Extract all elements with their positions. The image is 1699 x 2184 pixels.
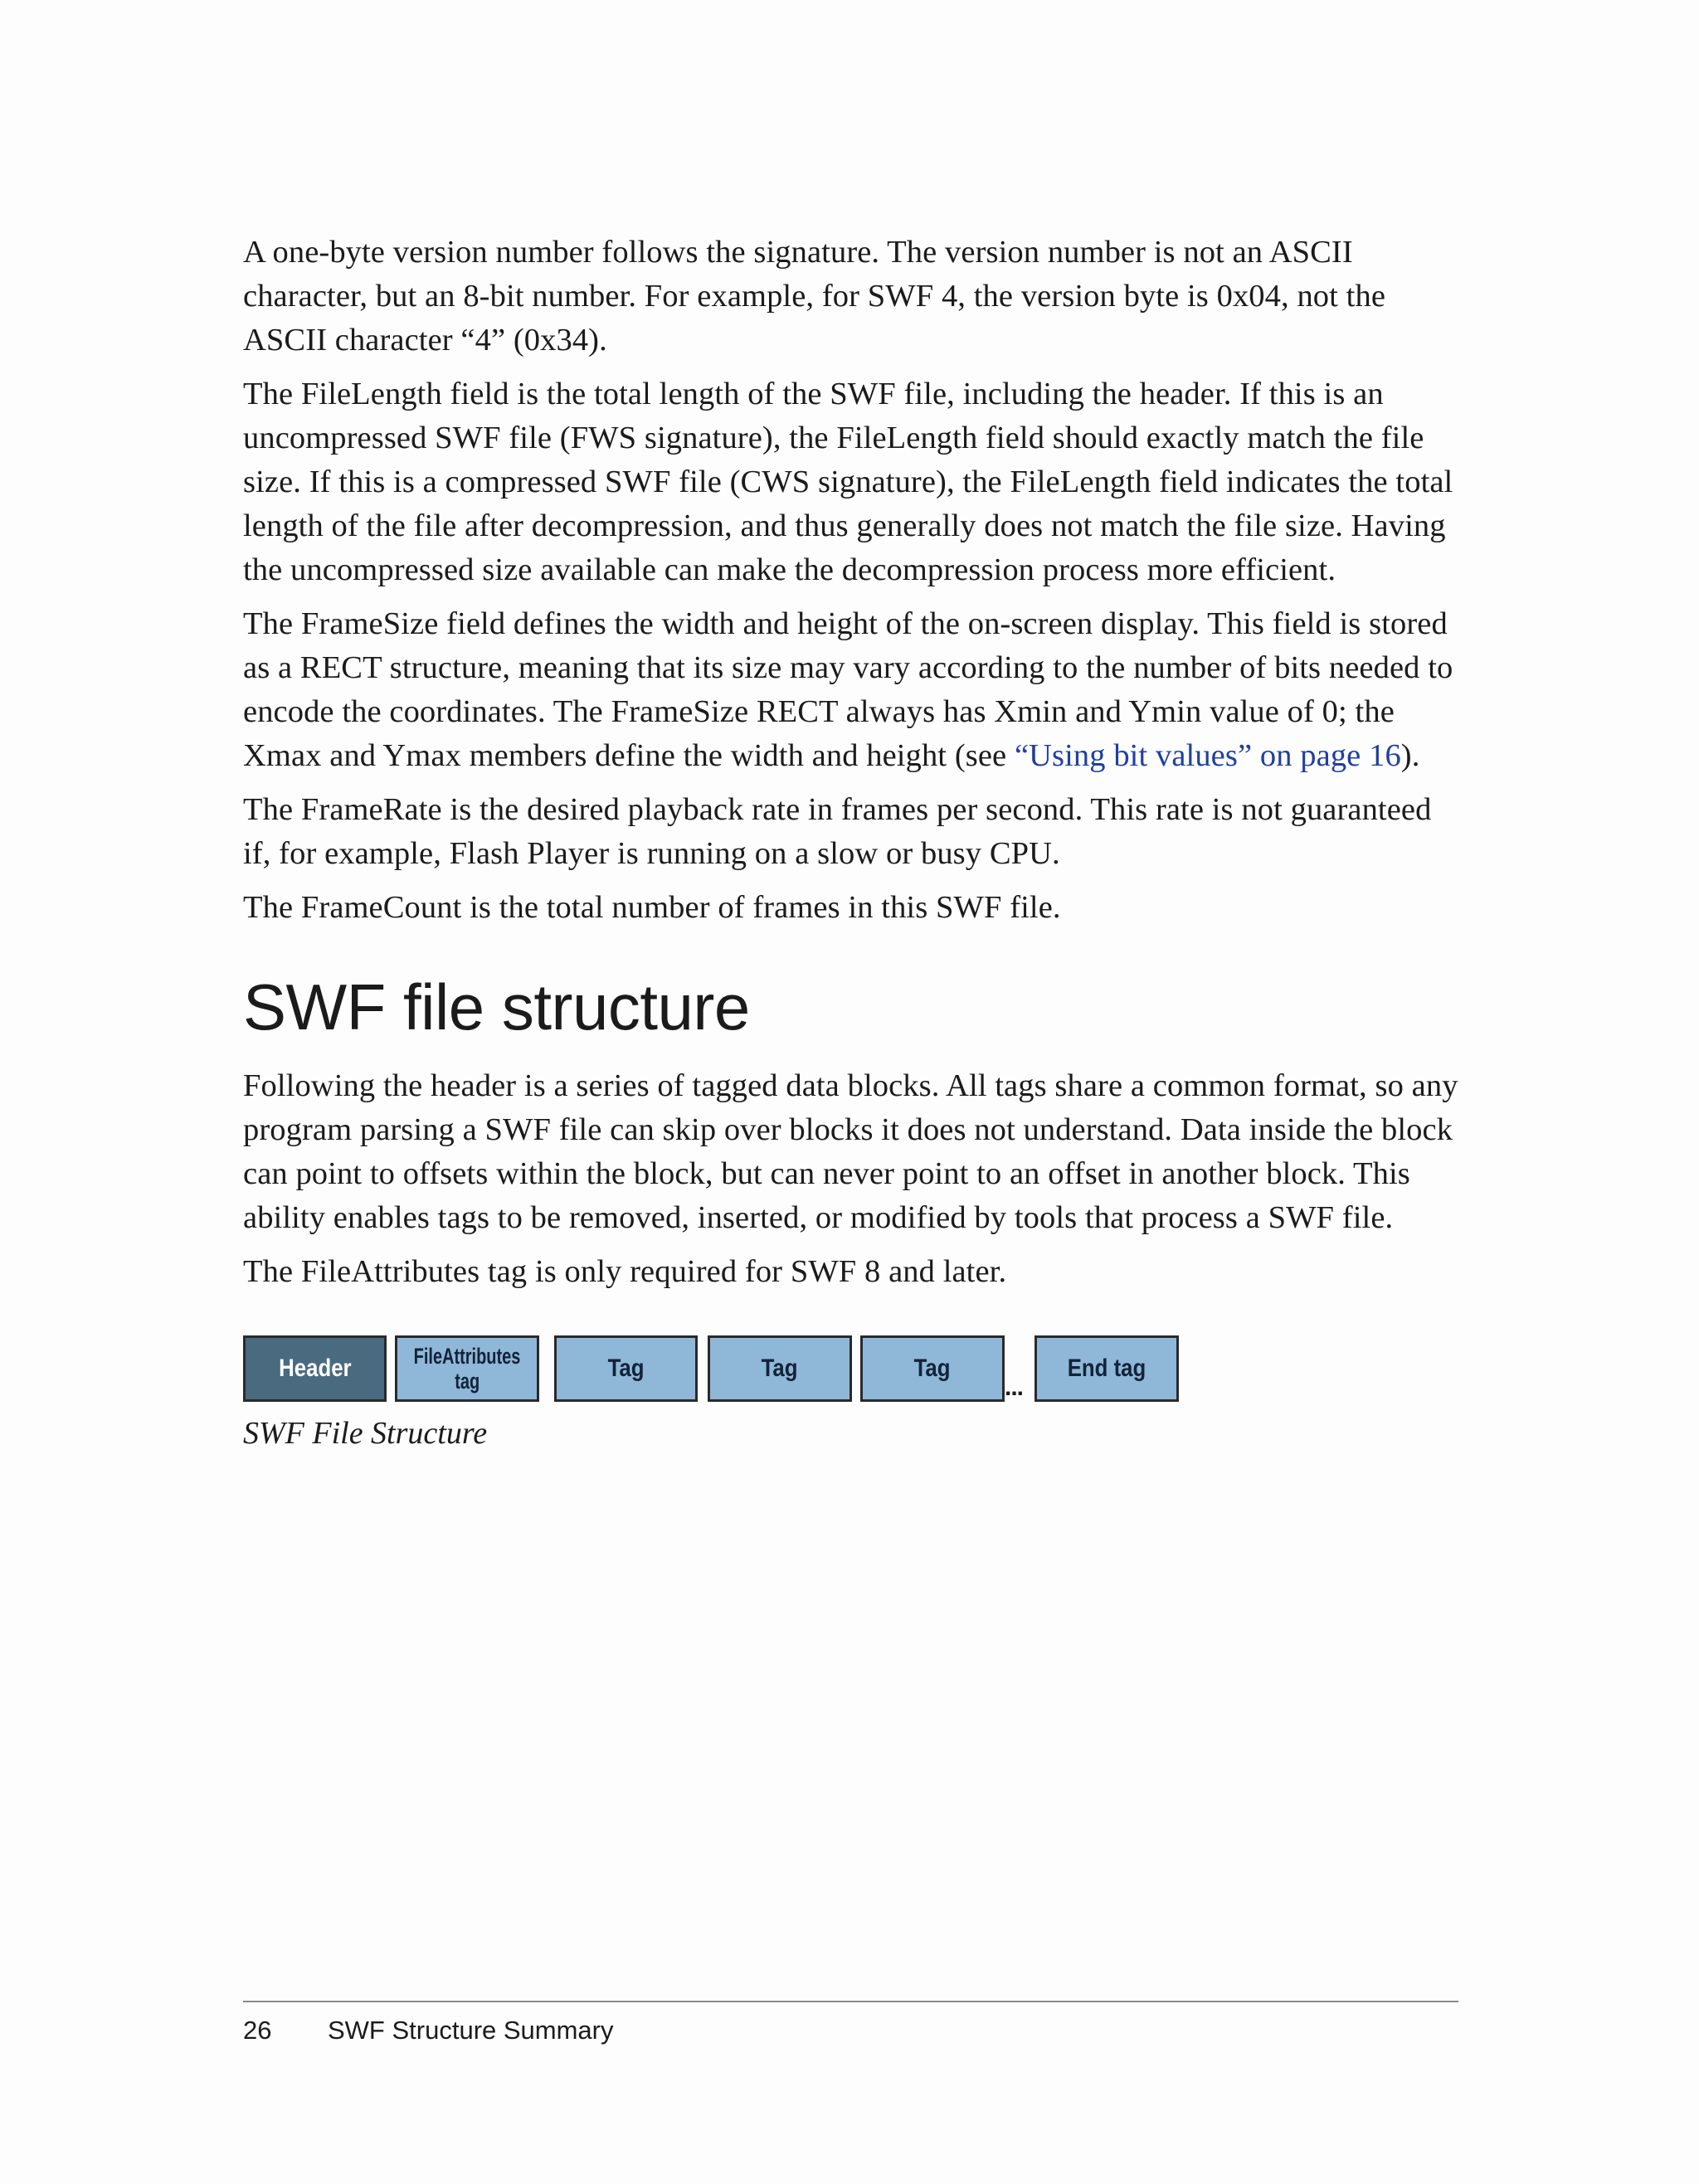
header-block-label: Header [278, 1355, 352, 1382]
page-number: 26 [243, 2016, 272, 2045]
paragraph-frame-count: The FrameCount is the total number of frames in this SWF file. [243, 890, 1061, 925]
paragraph-tagged-blocks: Following the header is a series of tagged data blocks. All tags share a common format, so any program parsing a SWF file can skip over blocks it does not understand. Data inside the block can point to offsets within the block, but can never point to an offset in another block. This ability enables tags to be removed, inserted, or modified by tools that process a SWF file. [243, 1068, 1458, 1235]
chapter-title: SWF Structure Summary [328, 2016, 614, 2045]
end-tag-block [1034, 1335, 1179, 1402]
using-bit-values-link[interactable]: “Using bit values” on page 16 [1014, 738, 1401, 773]
paragraph-file-length: The FileLength field is the total length of the SWF file, including the header. If this is an uncompressed SWF file (FWS signature), the FileLength field should exactly match the file size. If this is a compressed SWF file (CWS signature), the FileLength field indicates the total length of the file after decompression, and thus generally does not match the file size. Having the uncompressed size available can make the decompression process more efficient. [243, 377, 1453, 587]
page-body [243, 231, 1458, 1304]
header-block [243, 1335, 387, 1402]
tag-block-2-label: Tag [762, 1355, 798, 1382]
paragraph-file-attributes: The FileAttributes tag is only required for SWF 8 and later. [243, 1254, 1007, 1289]
frame-size-text-before: The FrameSize field defines the width and height of the on-screen display. This field is stored as a RECT structure, meaning that its size may vary according to the number of bits needed to encode the coordinates. The FrameSize RECT always has Xmin and Ymin value of 0; the Xmax and Ymax members define the width and height (see [243, 606, 1453, 773]
file-attributes-line2: tag [455, 1369, 480, 1394]
file-attributes-line1: FileAttributes [413, 1344, 521, 1369]
file-attributes-block [395, 1335, 539, 1402]
paragraph-frame-rate: The FrameRate is the desired playback rate in frames per second. This rate is not guaranteed if, for example, Flash Player is running on a slow or busy CPU. [243, 792, 1432, 871]
footer-divider [243, 2001, 1458, 2002]
tag-block-2 [708, 1335, 852, 1402]
section-heading: SWF file structure [243, 970, 750, 1043]
frame-size-text-after: ). [1400, 738, 1420, 773]
tag-block-1 [554, 1335, 698, 1402]
ellipsis-more-tags: ... [1005, 1374, 1024, 1401]
paragraph-version-byte: A one-byte version number follows the signature. The version number is not an ASCII character, but an 8-bit number. For example, for SWF 4, the version byte is 0x04, not the ASCII character “4” (0x34). [243, 235, 1386, 358]
swf-structure-diagram [243, 1334, 1189, 1408]
figure-caption: SWF File Structure [243, 1416, 488, 1451]
end-tag-block-label: End tag [1067, 1355, 1146, 1382]
tag-block-3 [860, 1335, 1005, 1402]
tag-block-1-label: Tag [607, 1355, 645, 1382]
paragraph-frame-size [243, 602, 1458, 778]
file-attributes-label [405, 1344, 529, 1394]
tag-block-3-label: Tag [914, 1355, 951, 1382]
page-footer [243, 2016, 614, 2045]
